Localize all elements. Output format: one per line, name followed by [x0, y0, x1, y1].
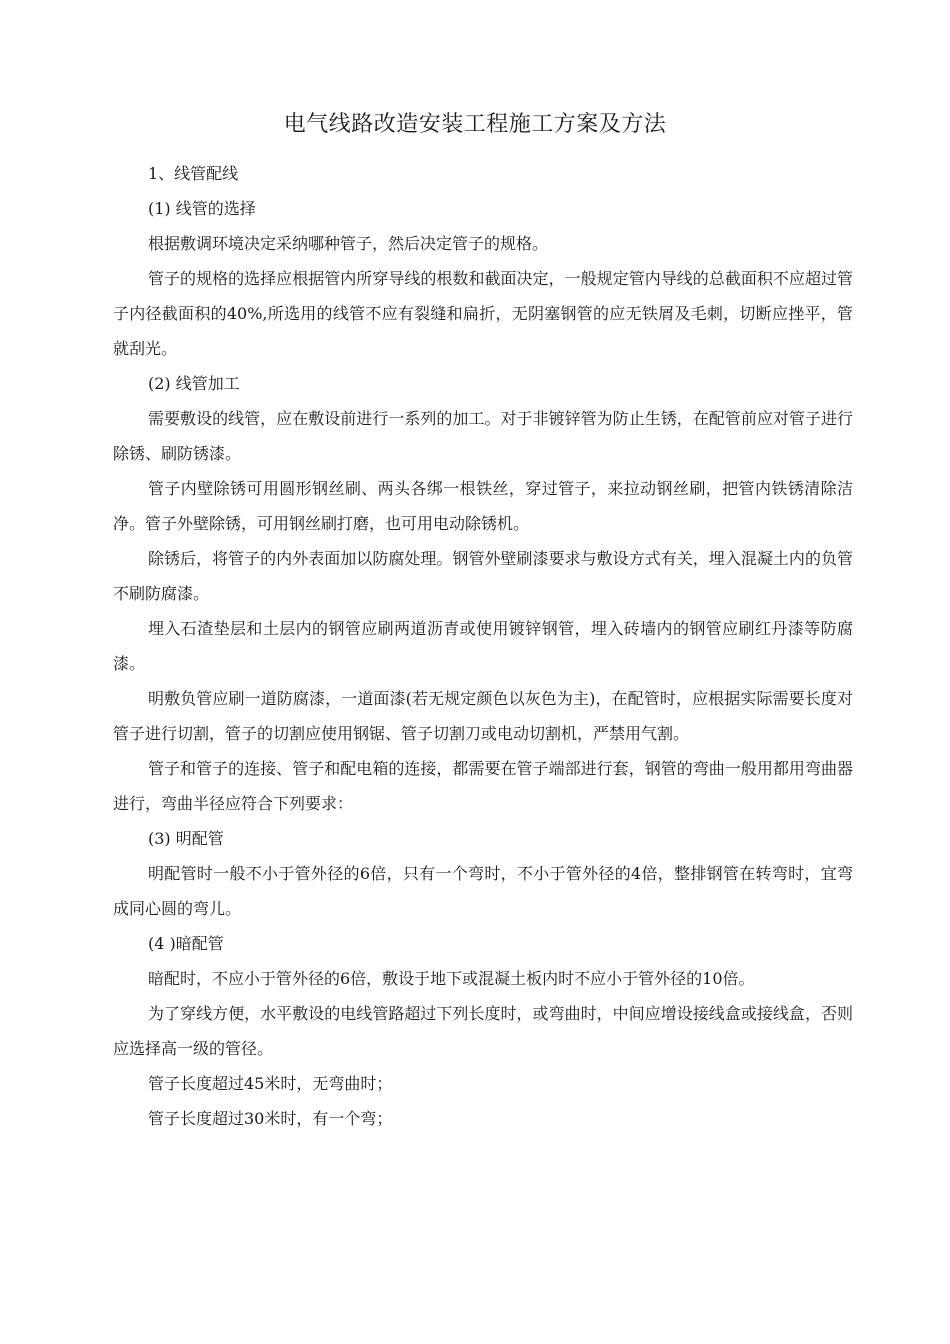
paragraph: 埋入石渣垫层和土层内的钢管应刷两道沥青或使用镀锌钢管，埋入砖墙内的钢管应刷红丹漆等防腐漆。 — [113, 619, 853, 673]
list-item: 管子长度超过30米时，有一个弯； — [148, 1109, 393, 1128]
document-title: 电气线路改造安装工程施工方案及方法 — [283, 112, 667, 137]
paragraph: 除锈后，将管子的内外表面加以防腐处理。钢管外壁刷漆要求与敷设方式有关，埋入混凝土内的负管不刷防腐漆。 — [113, 549, 853, 603]
paragraph: 管子和管子的连接、管子和配电箱的连接，都需要在管子端部进行套，钢管的弯曲一般用都用弯曲器进行，弯曲半径应符合下列要求： — [113, 759, 853, 813]
paragraph: 明敷负管应刷一道防腐漆，一道面漆(若无规定颜色以灰色为主)，在配管时，应根据实际需要长度对管子进行切割，管子的切割应使用钢锯、管子切割刀或电动切割机，严禁用气割。 — [113, 689, 853, 743]
subsection-heading: (2) 线管加工 — [148, 374, 240, 393]
document-body — [113, 156, 853, 1136]
list-item: 管子长度超过45米时，无弯曲时； — [148, 1074, 393, 1093]
paragraph: 需要敷设的线管，应在敷设前进行一系列的加工。对于非镀锌管为防止生锈，在配管前应对管子进行除锈、刷防锈漆。 — [113, 409, 853, 463]
paragraph: 明配管时一般不小于管外径的6倍，只有一个弯时，不小于管外径的4倍，整排钢管在转弯时，宜弯成同心圆的弯儿。 — [113, 864, 853, 918]
subsection-heading: (4 )暗配管 — [148, 934, 224, 953]
subsection-heading: (3) 明配管 — [148, 829, 224, 848]
paragraph: 管子内壁除锈可用圆形钢丝刷、两头各绑一根铁丝，穿过管子，来拉动钢丝刷，把管内铁锈清除洁净。管子外壁除锈，可用钢丝刷打磨，也可用电动除锈机。 — [113, 479, 853, 533]
paragraph: 根据敷调环境决定采纳哪种管子，然后决定管子的规格。 — [148, 234, 549, 253]
paragraph: 暗配时，不应小于管外径的6倍，敷设于地下或混凝土板内时不应小于管外径的10倍。 — [148, 969, 755, 988]
section-heading: 1、线管配线 — [148, 164, 239, 183]
subsection-heading: (1) 线管的选择 — [148, 199, 256, 218]
paragraph: 为了穿线方便，水平敷设的电线管路超过下列长度时，或弯曲时，中间应增设接线盒或接线盒，否则应选择高一级的管径。 — [113, 1004, 853, 1058]
paragraph: 管子的规格的选择应根据管内所穿导线的根数和截面决定，一般规定管内导线的总截面积不应超过管子内径截面积的40%,所选用的线管不应有裂缝和扁折，无阴塞钢管的应无铁屑及毛刺，切断应挫平，管就刮光。 — [113, 269, 853, 358]
